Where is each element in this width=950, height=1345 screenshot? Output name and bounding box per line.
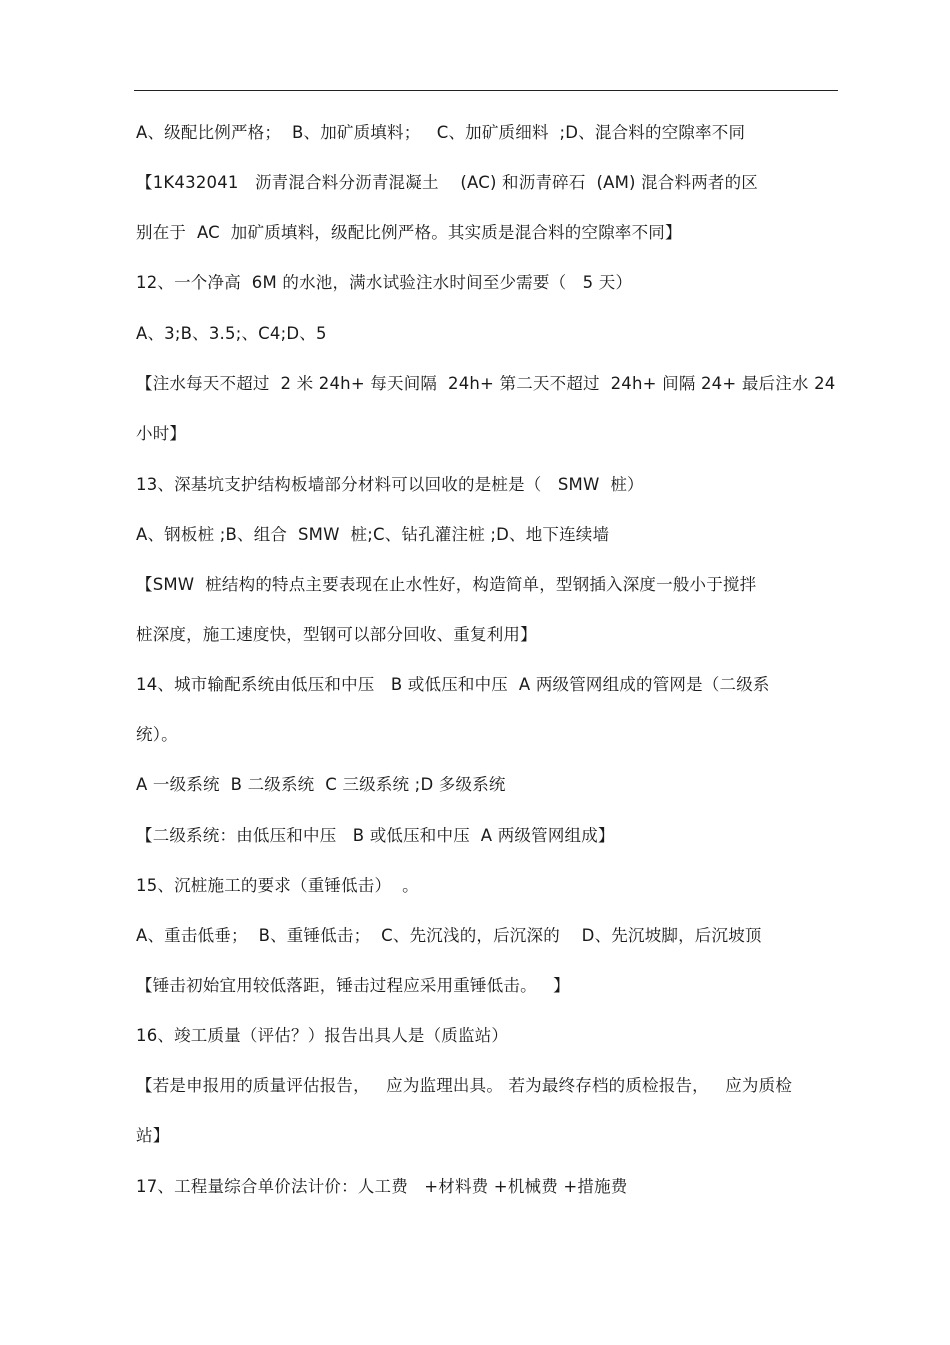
text-line-15: 【二级系统：由低压和中压 B 或低压和中压 A 两级管网组成】 — [136, 826, 615, 845]
text-line-4: 12、一个净高 6M 的水池，满水试验注水时间至少需要（ 5 天） — [136, 273, 633, 292]
text-line-3: 别在于 AC 加矿质填料，级配比例严格。其实质是混合料的空隙率不同】 — [136, 223, 682, 242]
text-line-14: A 一级系统 B 二级系统 C 三级系统 ;D 多级系统 — [136, 775, 506, 794]
header-rule — [134, 90, 838, 91]
text-line-21: 站】 — [136, 1126, 170, 1145]
text-line-16: 15、沉桩施工的要求（重锤低击） 。 — [136, 876, 419, 895]
text-line-12: 14、城市输配系统由低压和中压 B 或低压和中压 A 两级管网组成的管网是（二级系 — [136, 675, 770, 694]
text-line-11: 桩深度，施工速度快，型钢可以部分回收、重复利用】 — [136, 625, 537, 644]
text-line-19: 16、竣工质量（评估？）报告出具人是（质监站） — [136, 1026, 509, 1045]
text-line-6: 【注水每天不超过 2 米 24h+ 每天间隔 24h+ 第二天不超过 24h+ 间隔 24+ 最后注水 24 — [136, 374, 836, 393]
text-line-1: A、级配比例严格； B、加矿质填料； C、加矿质细料 ;D、混合料的空隙率不同 — [136, 123, 746, 142]
text-line-8: 13、深基坑支护结构板墙部分材料可以回收的是桩是（ SMW 桩） — [136, 475, 644, 494]
text-line-5: A、3;B、3.5;、C4;D、5 — [136, 324, 327, 343]
text-line-9: A、钢板桩 ;B、组合 SMW 桩;C、钻孔灌注桩 ;D、地下连续墙 — [136, 525, 610, 544]
text-line-10: 【SMW 桩结构的特点主要表现在止水性好，构造简单，型钢插入深度一般小于搅拌 — [136, 575, 757, 594]
text-line-2: 【1K432041 沥青混合料分沥青混凝土 (AC) 和沥青碎石 (AM) 混合料两者的区 — [136, 173, 758, 192]
text-line-20: 【若是申报用的质量评估报告， 应为监理出具。 若为最终存档的质检报告， 应为质检 — [136, 1076, 793, 1095]
text-line-17: A、重击低垂； B、重锤低击； C、先沉浅的，后沉深的 D、先沉坡脚，后沉坡顶 — [136, 926, 762, 945]
text-line-13: 统）。 — [136, 725, 178, 744]
text-line-22: 17、工程量综合单价法计价：人工费 +材料费 +机械费 +措施费 — [136, 1177, 628, 1196]
text-line-7: 小时】 — [136, 424, 187, 443]
text-line-18: 【锤击初始宜用较低落距，锤击过程应采用重锤低击。 】 — [136, 976, 570, 995]
